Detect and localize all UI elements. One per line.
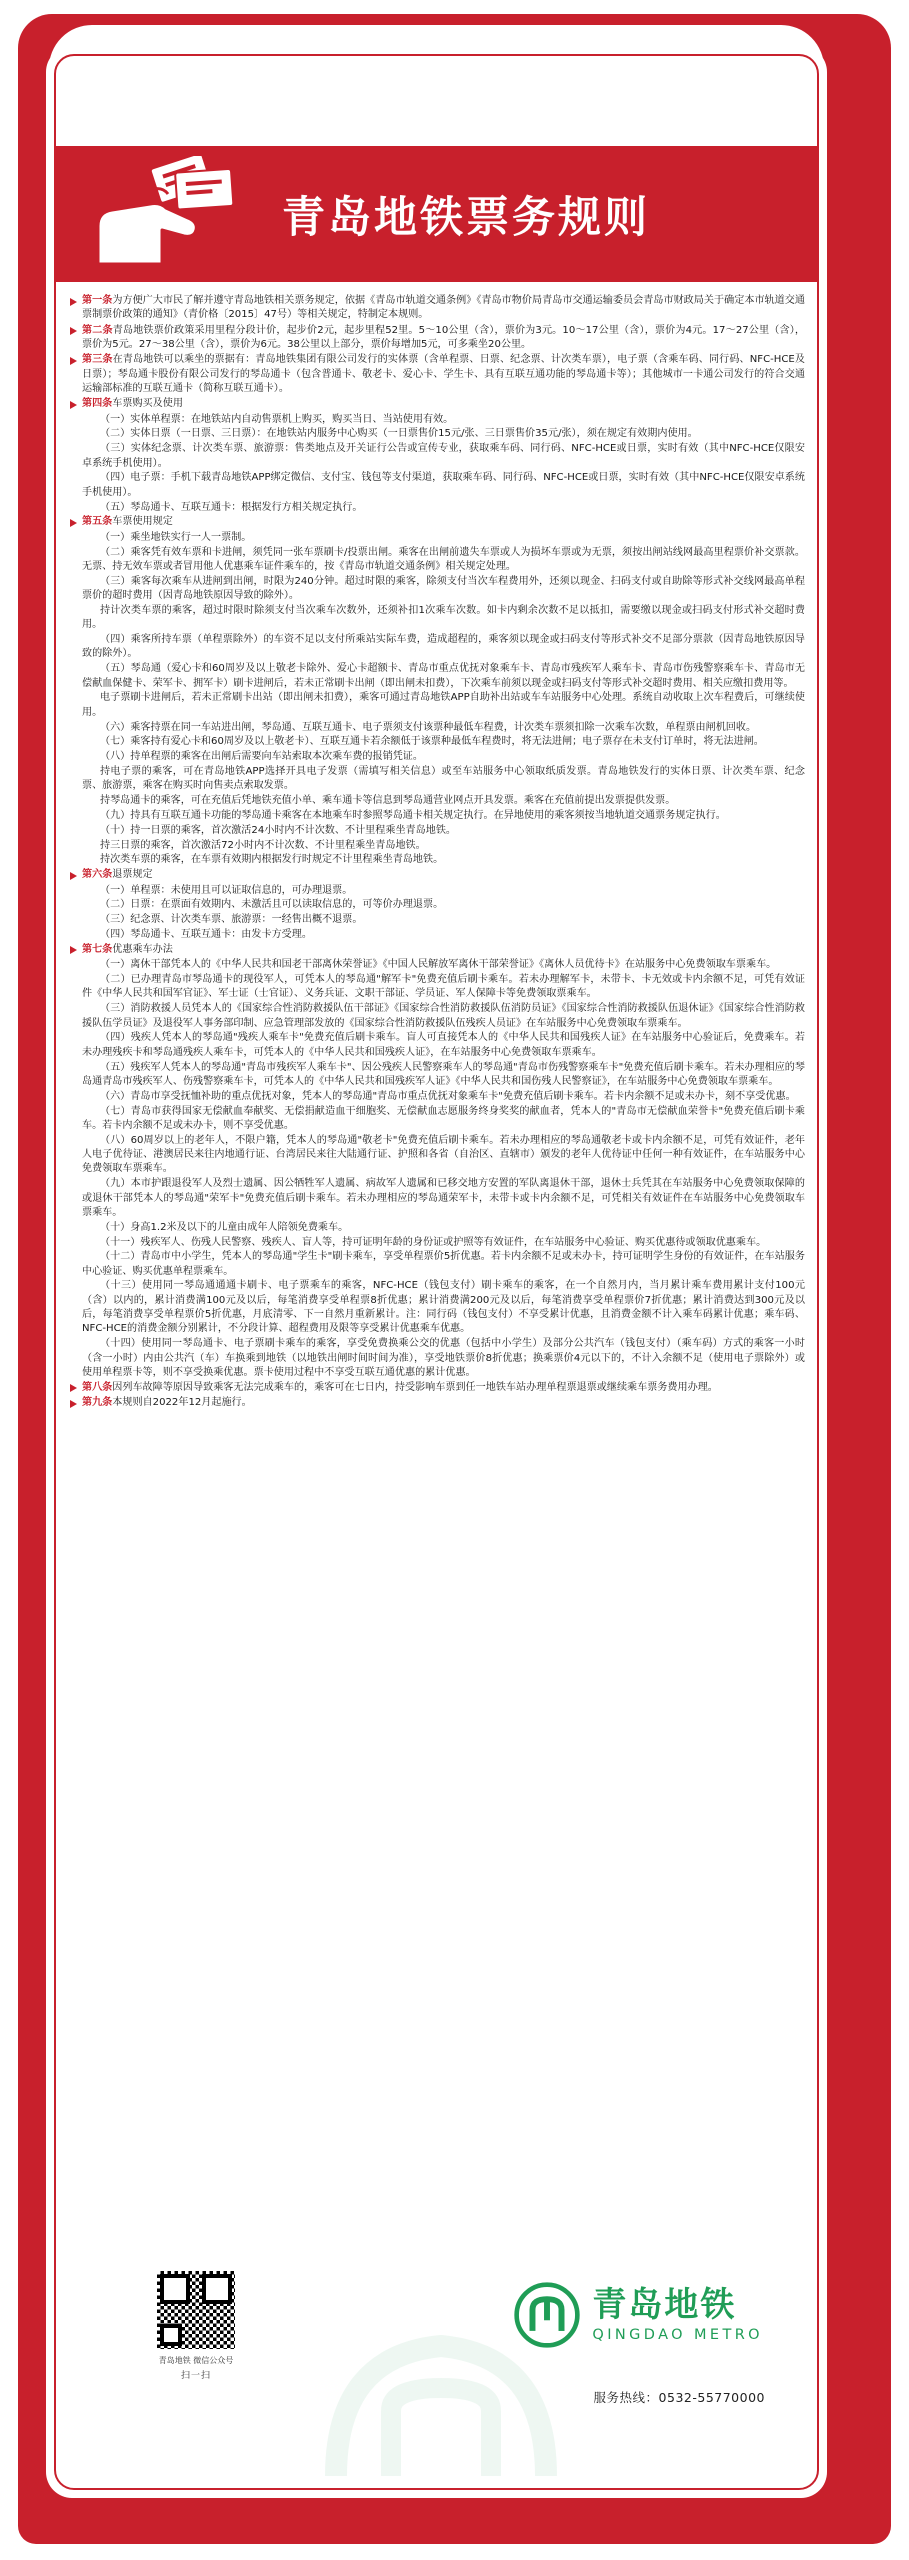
metro-logo	[514, 2282, 763, 2348]
article-4-item-1: （一）实体单程票：在地铁站内自动售票机上购买，购买当日、当站使用有效。	[100, 413, 454, 425]
qr-caption: 青岛地铁 微信公众号	[158, 2356, 234, 2365]
bullet-icon	[70, 1400, 77, 1408]
article-5-item-1: （一）乘坐地铁实行一人一票制。	[100, 531, 252, 543]
article-8-title: 第八条	[82, 1381, 113, 1393]
article-1-title: 第一条	[82, 295, 113, 306]
metro-logo-en: QINGDAO METRO	[592, 2326, 763, 2343]
article-9-text: 本规则自2022年12月起施行。	[112, 1397, 252, 1409]
article-7-item-5: （五）残疾军人凭本人的琴岛通"青岛市残疾军人乘车卡"、因公残疾人民警察乘车人的琴岛通"青岛市伤残警察乘车卡"免费充值后刷卡乘车。若未办理相应的琴岛通青岛市残疾军人、伤残警察乘车卡，可凭本人的《中华人民共和国残疾军人证》《中华人民共和国伤残人民警察证》，在车站服务中心免费领取车票乘车。	[82, 1061, 805, 1087]
article-4-item-2: （二）实体日票（一日票、三日票）：在地铁站内服务中心购买（一日票售价15元/张、三日票售价35元/张），须在规定有效期内使用。	[100, 428, 698, 440]
article-4-title: 第四条	[82, 398, 113, 410]
page-title: 青岛地铁票务规则	[282, 193, 650, 243]
article-7-item-13: （十三）使用同一琴岛通通通卡刷卡、电子票乘车的乘客，NFC-HCE（钱包支付）刷卡乘车的乘客，在一个自然月内，当月累计乘车费用累计支付100元（含）以内的，累计消费满100元及以后，每笔消费享受单程票8折优惠；累计消费满200元及以后，每笔消费享受单程票价7折优惠；累计消费达到300元及以后，每笔消费享受单程票价5折优惠，月底清零、下一自然月重新累计。注：同行码（钱包支付）不享受累计优惠，且消费金额不计入乘车码累计优惠；乘车码、NFC-HCE的消费金额分别累计，不分段计算、超程费用及限等享受累计优惠乘车优惠。	[82, 1280, 805, 1335]
bullet-icon	[70, 401, 77, 409]
article-5-item-15: 持三日票的乘客，首次激活72小时内不计次数、不计里程乘坐青岛地铁。	[100, 839, 426, 851]
article-5-item-5: （四）乘客所持车票（单程票除外）的车资不足以支付所乘站实际车费，造成超程的，乘客须以现金或扫码支付等形式补交不足部分票款（因青岛地铁原因导致的除外）。	[82, 634, 805, 660]
article-5-item-4: 持计次类车票的乘客，超过时限时除须支付当次乘车次数外，还须补扣1次乘车次数。如卡内剩余次数不足以抵扣，需要缴以现金或扫码支付形式补交超时费用。	[82, 604, 805, 631]
qingdao-metro-logo-icon	[514, 2282, 580, 2348]
poster-card	[46, 46, 827, 2498]
article-2-text: 青岛地铁票价政策采用里程分段计价，起步价2元，起步里程52里。5～10公里（含），票价为3元。10～17公里（含），票价为4元。17～27公里（含），票价为5元。27～38公里（含），票价为6元。38公里以上部分，票价每增加5元，可多乘坐20公里。	[82, 324, 805, 350]
article-7-item-9: （九）本市护跟退役军人及烈士遗属、因公牺牲军人遗属、病故军人遗属和已移交地方安置的军队离退休干部，退休士兵凭其在车站服务中心免费领取保障的或退休干部凭本人的琴岛通"荣军卡"免费充值后刷卡乘车。若未办理相应的琴岛通荣军卡，未带卡或卡内余额不足，可凭相关有效证件在车站服务中心免费领取车票乘车。	[82, 1178, 805, 1218]
article-7-item-3: （三）消防救援人员凭本人的《国家综合性消防救援队伍干部证》《国家综合性消防救援队伍消防员证》《国家综合性消防救援队伍退休证》《国家综合性消防救援队伍学员证》及退役军人事务部印制、应急管理部发放的《国家综合性消防救援队伍残疾人员证》在车站服务中心免费领取车票乘车。	[82, 1003, 805, 1029]
article-1-text: 为方便广大市民了解并遵守青岛地铁相关票务规定，依据《青岛市轨道交通条例》《青岛市物价局青岛市交通运输委员会青岛市财政局关于确定本市轨道交通票制票价政策的通知》（青价格〔2015〕47号）等相关规定，特制定本规则。	[82, 295, 806, 321]
article-2	[70, 324, 805, 353]
article-5-item-12: 持琴岛通卡的乘客，可在充值后凭地铁充值小单、乘车通卡等信息到琴岛通营业网点开具发票。乘客在充值前提出发票提供发票。	[100, 795, 676, 807]
article-5-item-14: （十）持一日票的乘客，首次激活24小时内不计次数、不计里程乘坐青岛地铁。	[100, 824, 457, 836]
article-7-item-10: （十）身高1.2米及以下的儿童由成年人陪领免费乘车。	[100, 1221, 349, 1233]
bullet-icon	[70, 946, 77, 954]
article-7	[70, 943, 805, 957]
article-6	[70, 868, 805, 882]
article-7-item-8: （八）60周岁以上的老年人，不限户籍，凭本人的琴岛通"敬老卡"免费充值后刷卡乘车。若未办理相应的琴岛通敬老卡或卡内余额不足，可凭有效证件，老年人电子优待证、港澳居民来往内地通行证、台湾居民来往大陆通行证、护照和各省（自治区、直辖市）颁发的老年人优待证中任何一种有效证件，在车站服务中心免费领取车票乘车。	[82, 1134, 805, 1175]
article-7-item-2: （二）已办理青岛市琴岛通卡的现役军人，可凭本人的琴岛通"解军卡"免费充值后刷卡乘车。若未办理解军卡，未带卡、卡无效或卡内余额不足，可凭有效证件《中华人民共和国军官证》、军士证（士官证）、义务兵证、文职干部证、学员证、军人保障卡等免费领取票乘车。	[82, 974, 805, 1000]
article-5-item-2: （二）乘客凭有效车票和卡进闸，须凭同一张车票刷卡/投票出闸。乘客在出闸前遗失车票或人为损坏车票或为无票，须按出闸站线网最高里程票价补交票款。无票、持无效车票或者冒用他人优惠乘车证件乘车的，按《青岛市轨道交通条例》相关规定处理。	[82, 546, 805, 572]
article-5-text: 车票使用规定	[112, 516, 173, 528]
article-6-item-2: （二）日票：在票面有效期内、未激活且可以读取信息的，可等价办理退票。	[100, 899, 444, 911]
article-5-item-6: （五）琴岛通（爱心卡和60周岁及以上敬老卡除外、爱心卡超额卡、青岛市重点优抚对象乘车卡、青岛市残疾军人乘车卡、青岛市伤残警察乘车卡、青岛市无偿献血保健卡、荣军卡、拥军卡）刷卡进闸后，若未正常刷卡出闸（即出闸未扣费），下次乘车前须以现金或扫码支付等形式补交超时费用、相关应缴扣费用等。	[82, 663, 805, 689]
bullet-icon	[70, 298, 77, 306]
article-7-item-6: （六）青岛市享受抚恤补助的重点优抚对象，凭本人的琴岛通"青岛市重点优抚对象乘车卡"免费充值后刷卡乘车。若卡内余额不足或未办卡，刻不享受优惠。	[100, 1090, 796, 1102]
article-7-item-1: （一）离休干部凭本人的《中华人民共和国老干部离休荣誉证》《中国人民解放军离休干部荣誉证》《离休人员优待卡》在站服务中心免费领取车票乘车。	[100, 959, 777, 971]
article-6-title: 第六条	[82, 869, 113, 881]
article-5-title: 第五条	[82, 516, 113, 528]
footer	[46, 2256, 827, 2498]
service-hotline: 服务热线：0532-55770000	[593, 2390, 765, 2405]
bullet-icon	[70, 872, 77, 880]
article-3-text: 在青岛地铁可以乘坐的票据有：青岛地铁集团有限公司发行的实体票（含单程票、日票、纪念票、计次类车票），电子票（含乘车码、同行码、NFC-HCE及日票）；琴岛通卡股份有限公司发行的琴岛通卡（包含普通卡、敬老卡、爱心卡、学生卡、具有互联互通功能的琴岛通卡等）；其他城市一卡通公司发行的符合交通运输部标准的互联互通卡（简称互联互通卡）。	[82, 354, 806, 394]
article-6-item-4: （四）琴岛通卡、互联互通卡：由发卡方受理。	[100, 929, 312, 941]
article-4-text: 车票购买及使用	[112, 398, 183, 410]
article-5-item-11: 持电子票的乘客，可在青岛地铁APP选择开具电子发票（需填写相关信息）或至车站服务中心领取纸质发票。青岛地铁发行的实体日票、计次类车票、纪念票、旅游票，乘客在购买时向售卖点索取发票。	[82, 766, 805, 792]
article-7-item-14: （十四）使用同一琴岛通卡、电子票刷卡乘车的乘客，享受免费换乘公交的优惠（包括中小学生）及部分公共汽车（钱包支付）（乘车码）方式的乘客一小时（含一小时）内由公共汽（车）车换乘到地铁（以地铁出闸时间时间为准），享受地铁票价8折优惠；换乘票价4元以下的，不计入余额不足（使用电子票除外）或使用单程票卡等，则不享受换乘优惠。票卡使用过程中不享受互联互通优惠的累计优惠。	[82, 1338, 805, 1378]
wechat-qr-code[interactable]	[154, 2268, 238, 2352]
article-3	[70, 353, 805, 396]
metro-logo-cn: 青岛地铁	[592, 2284, 737, 2325]
bullet-icon	[70, 519, 77, 527]
bullet-icon	[70, 357, 77, 365]
article-7-text: 优惠乘车办法	[112, 943, 173, 955]
article-4-item-5: （五）琴岛通卡、互联互通卡：根据发行方相关规定执行。	[100, 501, 363, 513]
hand-holding-tickets-icon	[92, 156, 282, 274]
article-5-item-16: 持次类车票的乘客，在车票有效期内根据发行时规定不计里程乘坐青岛地铁。	[100, 854, 444, 866]
article-8	[70, 1381, 805, 1395]
article-9-title: 第九条	[82, 1397, 113, 1409]
article-1	[70, 294, 805, 323]
qr-scan-label: 扫一扫	[180, 2370, 211, 2381]
wechat-qr-block[interactable]	[142, 2268, 250, 2381]
article-4-item-3: （三）实体纪念票、计次类车票、旅游票：售类地点及开关证行公告或宣传专业，获取乘车码、同行码、NFC-HCE或日票，实时有效（其中NFC-HCE仅限安卓系统手机使用）。	[82, 443, 805, 469]
article-7-item-11: （十一）残疾军人、伤残人民警察、残疾人、盲人等，持可证明年龄的身份证或护照等有效证件，在车站服务中心验证、购买优惠待或领取优惠乘车。	[100, 1236, 767, 1248]
rules-content	[70, 294, 805, 1411]
article-2-title: 第二条	[82, 324, 113, 336]
bullet-icon	[70, 327, 77, 335]
article-5	[70, 515, 805, 529]
article-7-item-7: （七）青岛市获得国家无偿献血奉献奖、无偿捐献造血干细胞奖、无偿献血志愿服务终身奖奖的献血者，凭本人的"青岛市无偿献血荣誉卡"免费充值后刷卡乘车。若卡内余额不足或未办卡，则不享受优惠。	[82, 1105, 806, 1131]
article-3-title: 第三条	[82, 354, 113, 366]
article-7-item-4: （四）残疾人凭本人的琴岛通"残疾人乘车卡"免费充值后刷卡乘车。盲人可直接凭本人的《中华人民共和国残疾人证》在车站服务中心验证后，免费乘车。若未办理残疾卡和琴岛通残疾人乘车卡，可凭本人的《中华人民共和国残疾人证》，在车站服务中心免费领取车票乘车。	[82, 1032, 805, 1058]
qr-corner-marker	[160, 2324, 182, 2346]
article-8-text: 因列车故障等原因导致乘客无法完成乘车的，乘客可在七日内，持受影响车票到任一地铁车站办理单程票退票或继续乘车票务费用办理。	[112, 1381, 718, 1393]
article-5-item-9: （七）乘客持有爱心卡和60周岁及以上敬老卡）、互联互通卡若余额低于该票种最低车程费时，将无法进闸；电子票存在未支付订单时，将无法进闸。	[100, 736, 764, 748]
article-5-item-8: （六）乘客持票在同一车站进出闸，琴岛通、互联互通卡、电子票须支付该票种最低车程费，计次类车票须扣除一次乘车次数，单程票由闸机回收。	[100, 721, 757, 733]
article-6-text: 退票规定	[112, 869, 153, 881]
article-6-item-3: （三）纪念票、计次类车票、旅游票：一经售出概不退票。	[100, 914, 363, 926]
article-4-item-4: （四）电子票：手机下载青岛地铁APP绑定微信、支付宝、钱包等支付渠道，获取乘车码、同行码、NFC-HCE或日票，实时有效（其中NFC-HCE仅限安卓系统手机使用）。	[82, 472, 805, 498]
article-7-item-12: （十二）青岛市中小学生，凭本人的琴岛通"学生卡"刷卡乘车，享受单程票价5折优惠。若卡内余额不足或未办卡，持可证明学生身份的有效证件，在车站服务中心验证、购买优惠单程票乘车。	[82, 1251, 805, 1277]
article-9	[70, 1396, 805, 1410]
article-5-item-10: （八）持单程票的乘客在出闸后需要向车站索取本次乘车费的报销凭证。	[100, 751, 423, 763]
bullet-icon	[70, 1384, 77, 1392]
article-4	[70, 397, 805, 411]
article-5-item-3: （三）乘客每次乘车从进闸到出闸，时限为240分钟。超过时限的乘客，除须支付当次车程费用外，还须以现金、扫码支付或自助除等形式补交线网最高单程票价的超时费用（因青岛地铁原因导致的除外）。	[82, 575, 805, 602]
article-6-item-1: （一）单程票：未使用且可以证取信息的，可办理退票。	[100, 884, 353, 896]
article-5-item-13: （九）持具有互联互通卡功能的琴岛通卡乘客在本地乘车时参照琴岛通卡相关规定执行。在异地使用的乘客须按当地轨道交通票务规定执行。	[100, 809, 726, 821]
article-7-title: 第七条	[82, 943, 113, 955]
article-5-item-7: 电子票刷卡进闸后，若未正常刷卡出站（即出闸未扣费），乘客可通过青岛地铁APP自助补出站或车车站服务中心处理。系统自动收取上次车程费后，可继续使用。	[82, 692, 805, 718]
